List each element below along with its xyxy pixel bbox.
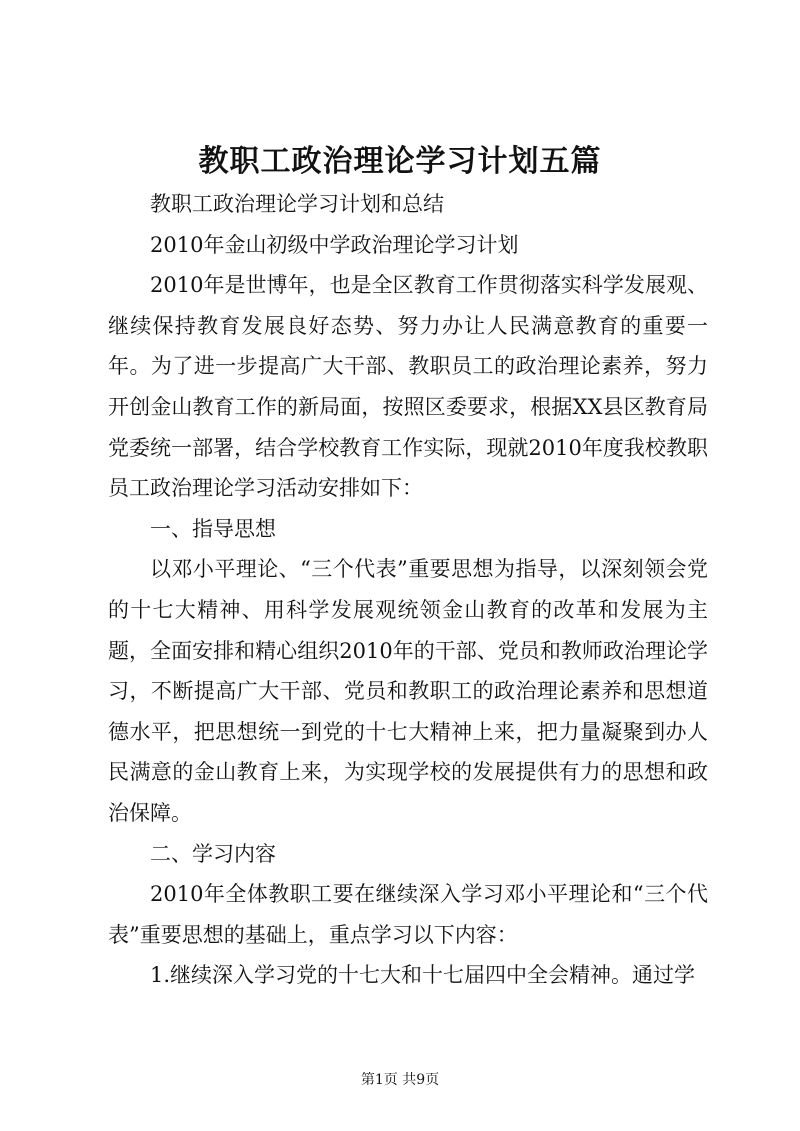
document-body xyxy=(108,184,708,996)
guiding-ideology-paragraph: 以邓小平理论、“三个代表”重要思想为指导，以深刻领会党的十七大精神、用科学发展观统领金山教育的改革和发展为主题，全面安排和精心组织2010年的干部、党员和教师政治理论学习，不断提高广大干部、党员和教职工的政治理论素养和思想道德水平，把思想统一到党的十七大精神上来，把力量凝聚到办人民满意的金山教育上来，为实现学校的发展提供有力的思想和政治保障。 xyxy=(108,557,708,825)
page-number-footer: 第1页 共9页 xyxy=(360,1072,440,1088)
document-title: 教职工政治理论学习计划五篇 xyxy=(198,144,602,179)
study-item-1-paragraph: 1.继续深入学习党的十七大和十七届四中全会精神。通过学 xyxy=(150,963,696,988)
study-content-paragraph: 2010年全体教职工要在继续深入学习邓小平理论和“三个代表”重要思想的基础上，重点学习以下内容： xyxy=(108,882,708,947)
plan-title-paragraph: 2010年金山初级中学政治理论学习计划 xyxy=(150,232,519,257)
section-heading-guiding-ideology: 一、指导思想 xyxy=(150,516,276,541)
section-heading-study-content: 二、学习内容 xyxy=(150,841,276,866)
intro-paragraph: 2010年是世博年，也是全区教育工作贯彻落实科学发展观、继续保持教育发展良好态势、努力办让人民满意教育的重要一年。为了进一步提高广大干部、教职员工的政治理论素养，努力开创金山教育工作的新局面，按照区委要求，根据XX县区教育局党委统一部署，结合学校教育工作实际，现就2010年度我校教职员工政治理论学习活动安排如下： xyxy=(108,273,708,501)
subtitle-paragraph: 教职工政治理论学习计划和总结 xyxy=(150,192,444,216)
